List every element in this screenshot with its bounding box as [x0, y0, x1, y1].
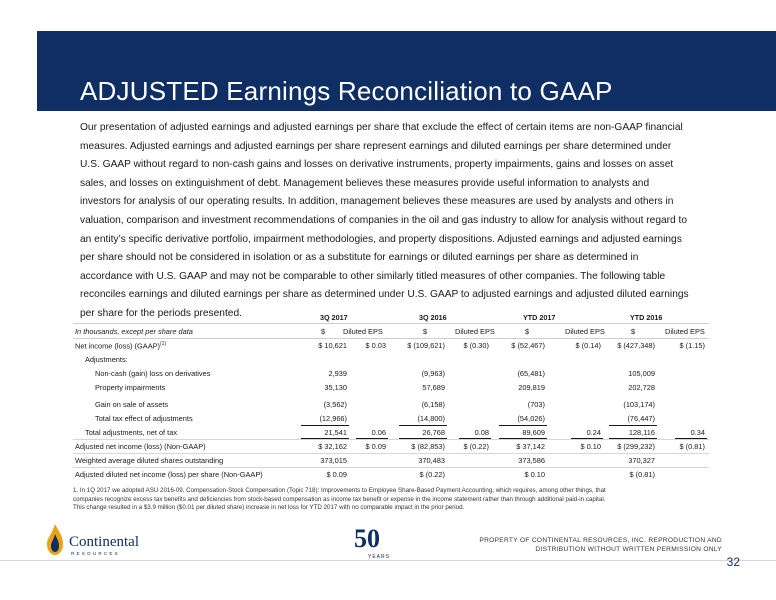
eps-column-header: Diluted EPS — [565, 327, 605, 336]
row-label-text: Adjustments: — [85, 355, 128, 364]
table-cell: $ (1.15) — [679, 341, 705, 350]
anniversary-number: 50 — [354, 524, 380, 553]
table-cell: $ (0.22) — [463, 442, 489, 451]
dollar-column-header: $ — [321, 327, 326, 336]
table-cell: 0.08 — [474, 428, 489, 437]
table-cell: $ (427,348) — [617, 341, 655, 350]
row-label-text: Adjusted net income (loss) (Non-GAAP) — [75, 442, 206, 451]
table-cell: 0.34 — [690, 428, 705, 437]
period-header: 3Q 2016 — [419, 313, 447, 322]
table-cell: (103,174) — [623, 400, 655, 409]
footer-divider — [0, 560, 776, 561]
table-cell: 370,483 — [418, 456, 445, 465]
table-cell: (6,158) — [421, 400, 445, 409]
dollar-column-header: $ — [525, 327, 530, 336]
table-row — [73, 381, 709, 395]
dollar-column-header: $ — [423, 327, 428, 336]
eps-column-header: Diluted EPS — [665, 327, 705, 336]
copyright-notice — [479, 536, 722, 555]
intro-line: accordance with U.S. GAAP and may not be comparable to other similarly titled measures of other companies. The following table — [80, 270, 666, 282]
table-cell: $ (0.81) — [679, 442, 705, 451]
table-cell: 370,327 — [628, 456, 655, 465]
period-header-row — [73, 311, 709, 323]
footnote-line: This change resulted in a $3.9 million ($0.01 per diluted share) increase in net loss for YTD 2017 with no comparable impact in the prior period. — [73, 504, 465, 511]
table-cell: 21,541 — [324, 428, 347, 437]
table-row — [73, 398, 709, 412]
table-cell: (54,026) — [517, 414, 545, 423]
row-label — [95, 400, 168, 409]
table-cell: (76,447) — [627, 414, 655, 423]
table-cell: $ 10,621 — [318, 341, 347, 350]
reconciliation-table — [73, 311, 709, 481]
intro-line: an entity’s specific derivative portfolio, impairment methodologies, and property dispositions. Adjusted earnings and adjusted earnings — [80, 233, 682, 245]
table-cell: $ 0.10 — [524, 470, 545, 479]
intro-line: U.S. GAAP without regard to non-cash gains and losses on derivative instruments, property impairments, gains and losses on asset — [80, 159, 674, 171]
footnote — [73, 487, 703, 513]
table-body — [73, 339, 709, 481]
row-label-text: Weighted average diluted shares outstanding — [75, 456, 224, 465]
row-label-text: Total tax effect of adjustments — [95, 414, 193, 423]
table-cell: (12,966) — [319, 414, 347, 423]
anniversary-word: YEARS — [368, 554, 390, 560]
dollar-column-header: $ — [631, 327, 636, 336]
row-label-text: Adjusted diluted net income (loss) per share (Non-GAAP) — [75, 470, 263, 479]
row-label-text: Total adjustments, net of tax — [85, 428, 178, 437]
table-cell: 373,015 — [320, 456, 347, 465]
company-logo — [43, 520, 163, 560]
table-row — [73, 353, 709, 367]
row-label — [75, 470, 263, 479]
row-label-text: Gain on sale of assets — [95, 400, 169, 409]
period-header: 3Q 2017 — [320, 313, 348, 322]
table-cell: 209,819 — [518, 383, 545, 392]
copyright-line: PROPERTY OF CONTINENTAL RESOURCES, INC. REPRODUCTION AND — [479, 537, 722, 544]
footnote-line: companies recognize excess tax benefits and deficiencies from stock-based compensation as income tax benefit or expense in the income statement rather than through additional paid-in capital. — [73, 495, 606, 503]
column-header-row — [73, 323, 709, 339]
table-cell: 0.06 — [371, 428, 386, 437]
table-cell: $ (82,853) — [411, 442, 445, 451]
footnote-ref: (1) — [160, 341, 167, 347]
table-cell: 57,689 — [422, 383, 445, 392]
row-label — [95, 383, 165, 392]
row-label — [95, 369, 210, 378]
footnote-line: 1. In 1Q 2017 we adopted ASU 2016-09, Compensation-Stock Compensation (Topic 718): Improvements to Employee Share-Based Payment Accounting, which requires, among other things, that — [73, 487, 606, 494]
intro-paragraph — [80, 119, 700, 324]
intro-line: investors for analysis of our operating results. In addition, management believes these measures are used by analysts and others in — [80, 196, 674, 208]
table-cell: (9,963) — [421, 369, 445, 378]
row-label — [75, 456, 223, 465]
table-cell: 2,939 — [328, 369, 347, 378]
table-cell: $ (0.14) — [575, 341, 601, 350]
logo-subtext: RESOURCES — [71, 551, 120, 556]
table-cell: $ 0.10 — [580, 442, 601, 451]
row-label — [95, 414, 193, 423]
row-label-text: Property impairments — [95, 383, 166, 392]
row-label — [85, 428, 177, 437]
intro-line: valuation, comparison and investment recommendations of companies in the oil and gas industry to allow for analysis without regard to — [80, 214, 688, 226]
table-cell: (14,800) — [417, 414, 445, 423]
table-cell: 105,009 — [628, 369, 655, 378]
table-cell: $ (0.22) — [419, 470, 445, 479]
table-cell: $ 32,162 — [318, 442, 347, 451]
table-row — [73, 367, 709, 381]
table-cell: $ (0.81) — [629, 470, 655, 479]
row-label-text: Net income (loss) (GAAP) — [75, 341, 161, 351]
page-number: 32 — [726, 555, 740, 569]
intro-line: measures. Adjusted earnings and adjusted earnings per share represent earnings and diluted earnings per share determined under — [80, 140, 672, 152]
table-cell: $ 0.09 — [365, 442, 386, 451]
anniversary-mark — [354, 524, 404, 564]
eps-column-header: Diluted EPS — [455, 327, 495, 336]
table-cell: $ (299,232) — [617, 442, 655, 451]
table-row — [73, 439, 709, 453]
row-label — [85, 355, 128, 364]
table-cell: $ (0.30) — [463, 341, 489, 350]
intro-line: reconciles earnings and diluted earnings per share as determined under U.S. GAAP to adjusted earnings and adjusted diluted earnings — [80, 289, 689, 301]
table-row — [73, 426, 709, 439]
row-label — [75, 442, 206, 451]
table-cell: 128,116 — [628, 428, 655, 437]
period-header: YTD 2016 — [630, 313, 663, 322]
flame-icon — [43, 522, 67, 558]
table-row — [73, 412, 709, 426]
table-cell: 202,728 — [628, 383, 655, 392]
eps-column-header: Diluted EPS — [343, 327, 383, 336]
intro-line: per share for the periods presented. — [80, 307, 242, 319]
table-row — [73, 339, 709, 353]
page-title: ADJUSTED Earnings Reconciliation to GAAP — [80, 76, 613, 106]
table-cell: (65,481) — [517, 369, 545, 378]
table-cell: 35,130 — [324, 383, 347, 392]
table-cell: $ 37,142 — [516, 442, 545, 451]
row-label — [75, 341, 166, 350]
table-row — [73, 453, 709, 467]
table-cell: 26,768 — [422, 428, 445, 437]
table-cell: 89,609 — [522, 428, 545, 437]
table-cell: $ 0.09 — [326, 470, 347, 479]
table-cell: (3,562) — [323, 400, 347, 409]
table-cell: $ (52,467) — [511, 341, 545, 350]
table-cell: 0.24 — [586, 428, 601, 437]
intro-line: Our presentation of adjusted earnings and adjusted earnings per share that exclude the effect of certain items are non-GAAP financial — [80, 122, 683, 133]
row-label-text: Non-cash (gain) loss on derivatives — [95, 369, 211, 378]
table-row — [73, 467, 709, 481]
table-cell: $ (109,621) — [407, 341, 445, 350]
logo-wordmark: Continental — [69, 534, 139, 550]
copyright-line: DISTRIBUTION WITHOUT WRITTEN PERMISSION ONLY — [535, 546, 722, 554]
units-label: In thousands, except per share data — [75, 327, 193, 336]
table-cell: $ 0.03 — [365, 341, 386, 350]
period-header: YTD 2017 — [523, 313, 556, 322]
table-cell: 373,586 — [518, 456, 545, 465]
intro-line: per share should not be considered in isolation or as a substitute for earnings or diluted earnings per share as determined in — [80, 252, 639, 264]
intro-line: sales, and losses on extinguishment of debt. Management believes these measures provide useful information to analysts and — [80, 177, 650, 189]
table-cell: (703) — [527, 400, 545, 409]
